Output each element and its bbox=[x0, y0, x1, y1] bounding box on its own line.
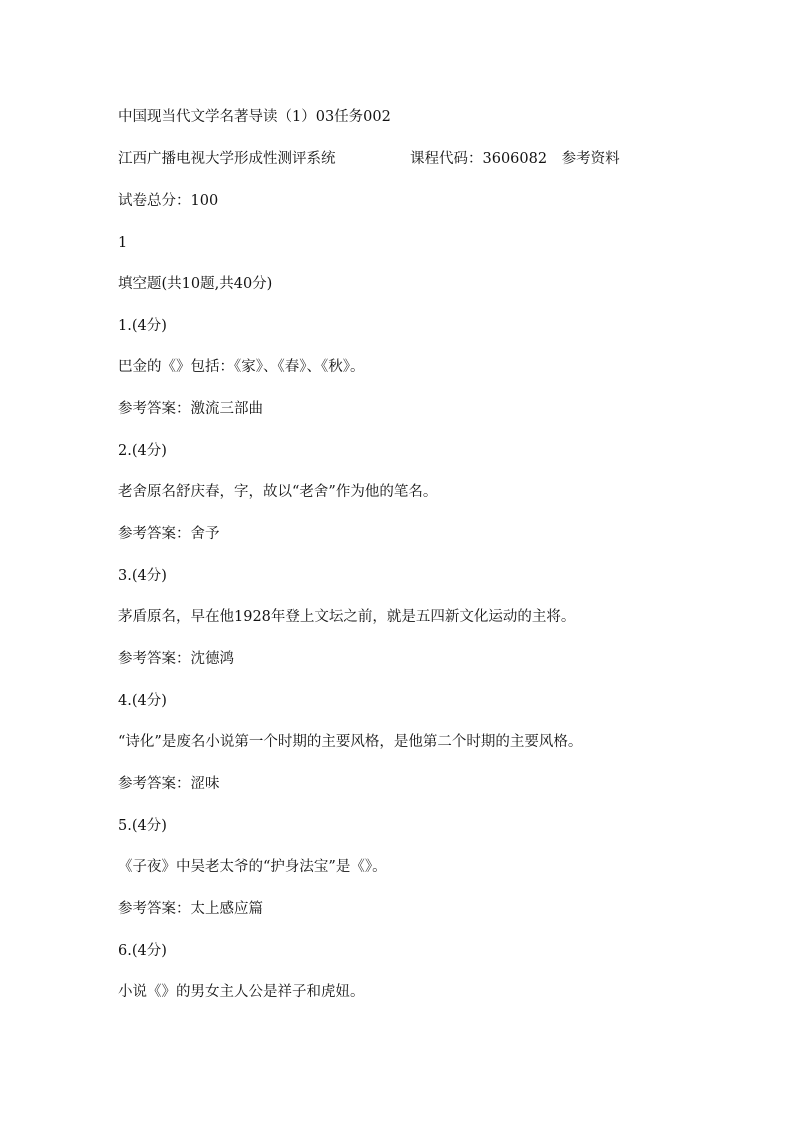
question-text: 老舍原名舒庆春，字，故以“老舍”作为他的笔名。 bbox=[118, 484, 438, 500]
question-text: 茅盾原名，早在他1928年登上文坛之前，就是五四新文化运动的主将。 bbox=[118, 609, 576, 625]
question-number: 6.(4分) bbox=[118, 943, 167, 959]
question-number: 3.(4分) bbox=[118, 568, 167, 584]
question-text: 小说《》的男女主人公是祥子和虎妞。 bbox=[118, 984, 365, 1000]
question-answer: 参考答案：沈德鸿 bbox=[118, 651, 234, 667]
header-row bbox=[118, 150, 620, 168]
question-text: 《子夜》中吴老太爷的“护身法宝”是《》。 bbox=[118, 859, 387, 875]
question-number: 2.(4分) bbox=[118, 443, 167, 459]
section-title: 填空题(共10题,共40分) bbox=[118, 276, 273, 292]
question-text: “诗化”是废名小说第一个时期的主要风格，是他第二个时期的主要风格。 bbox=[118, 734, 583, 750]
question-number: 1.(4分) bbox=[118, 318, 167, 334]
question-answer: 参考答案：涩味 bbox=[118, 776, 220, 792]
question-answer: 参考答案：舍予 bbox=[118, 526, 220, 542]
section-number: 1 bbox=[118, 235, 128, 251]
system-name: 江西广播电视大学形成性测评系统 bbox=[118, 151, 336, 167]
document-title: 中国现当代文学名著导读（1）03任务002 bbox=[118, 109, 391, 125]
course-code: 课程代码：3606082 参考资料 bbox=[410, 151, 620, 167]
question-answer: 参考答案：激流三部曲 bbox=[118, 401, 263, 417]
total-score: 试卷总分：100 bbox=[118, 193, 219, 209]
question-answer: 参考答案：太上感应篇 bbox=[118, 901, 263, 917]
question-text: 巴金的《》包括：《家》、《春》、《秋》。 bbox=[118, 359, 365, 375]
question-number: 4.(4分) bbox=[118, 693, 167, 709]
question-number: 5.(4分) bbox=[118, 818, 167, 834]
